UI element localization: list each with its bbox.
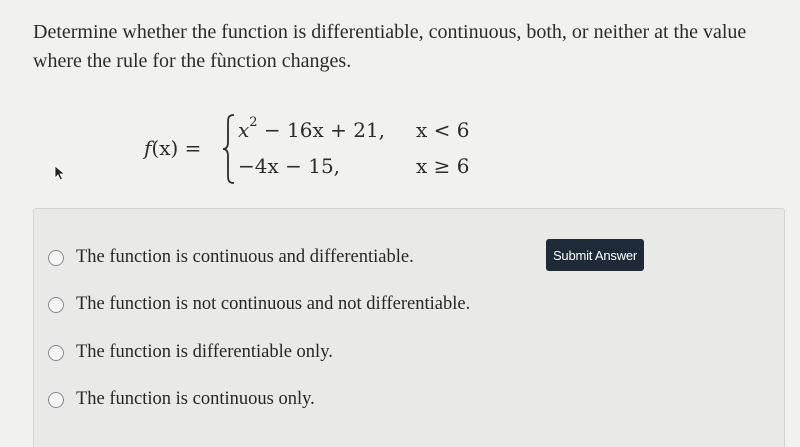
option-continuous-only[interactable]	[48, 389, 315, 410]
mouse-pointer-icon	[54, 165, 66, 181]
piece-2-condition: x ≥ 6	[416, 154, 470, 178]
option-label: The function is continuous only.	[76, 389, 315, 409]
option-continuous-and-differentiable[interactable]	[48, 247, 414, 268]
radio-button[interactable]	[48, 345, 64, 361]
function-name: f(x) =	[144, 136, 202, 160]
option-not-continuous-not-differentiable[interactable]	[48, 294, 470, 315]
left-brace-icon	[222, 114, 236, 184]
option-label: The function is differentiable only.	[76, 342, 333, 362]
option-label: The function is continuous and differentiable.	[76, 247, 414, 267]
radio-button[interactable]	[48, 250, 64, 266]
option-label: The function is not continuous and not differentiable.	[76, 294, 471, 314]
question-text: Determine whether the function is differentiable, continuous, both, or neither at the value where the rule for the fùnction changes.	[33, 21, 747, 72]
submit-answer-button[interactable]: Submit Answer	[546, 239, 644, 271]
piece-1-condition: x < 6	[416, 118, 470, 142]
radio-button[interactable]	[48, 392, 64, 408]
piece-1-expression: $x^2 - 16x + 21$,	[238, 115, 386, 142]
answer-panel	[33, 208, 785, 447]
radio-button[interactable]	[48, 297, 64, 313]
option-differentiable-only[interactable]	[48, 342, 333, 363]
piece-2-expression: −4x − 15,	[238, 154, 341, 178]
